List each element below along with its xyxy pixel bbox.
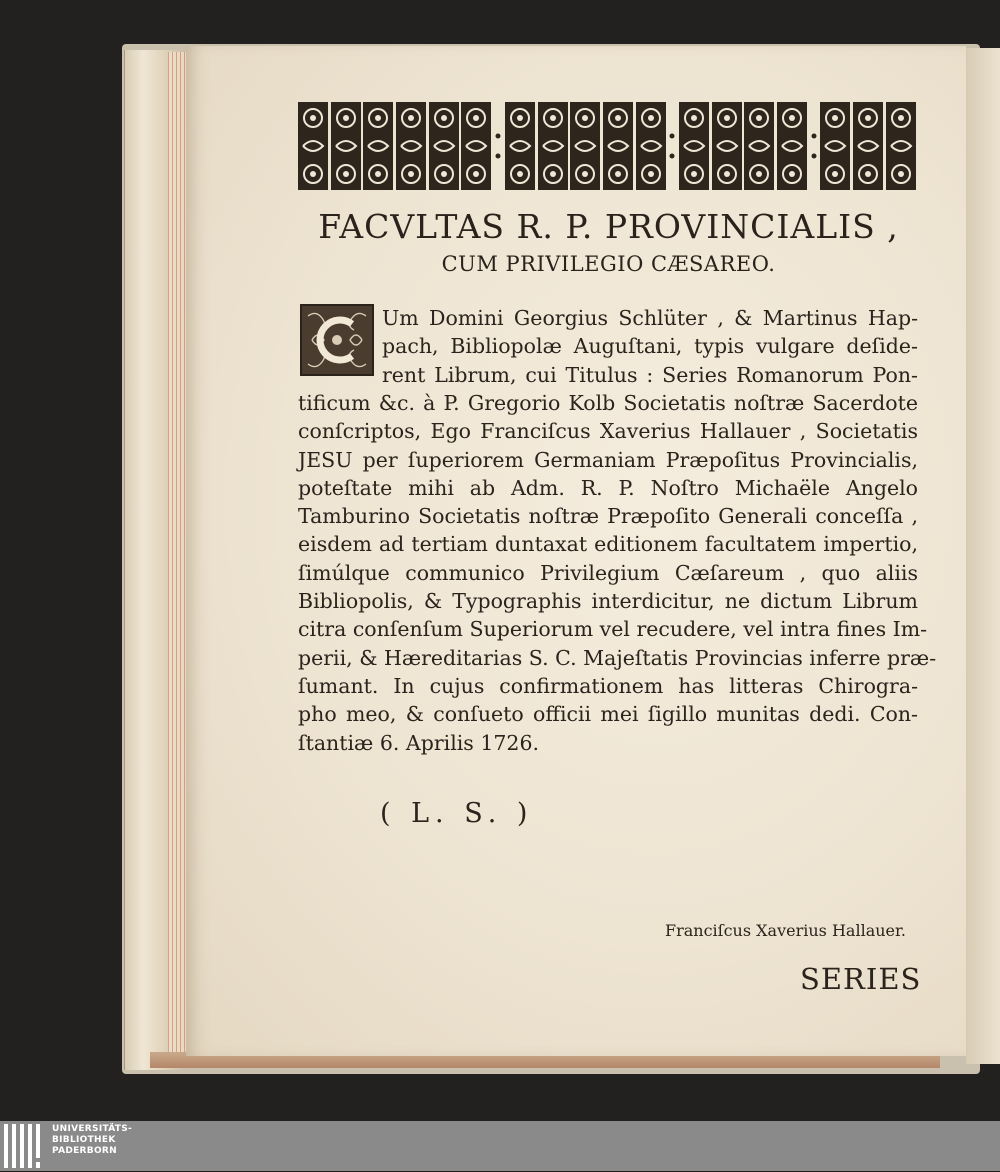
ornament-flower-icon bbox=[363, 102, 393, 190]
floral-ornament-band-icon bbox=[298, 100, 916, 192]
text-line: perii, & Hæreditarias S. C. Majeſtatis Provincias inferre præ- bbox=[298, 645, 937, 670]
text-line: Um Domini Georgius Schlüter , & Martinus Hap- bbox=[382, 306, 918, 330]
text-line: tificum &c. à P. Gregorio Kolb Societatis noſtræ Sacerdote bbox=[298, 390, 918, 415]
ornament-flower-icon bbox=[636, 102, 666, 190]
ornament-flower-icon bbox=[820, 102, 850, 190]
ornament-flower-icon bbox=[744, 102, 774, 190]
ornamental-initial-icon bbox=[300, 304, 374, 376]
logo-line: BIBLIOTHEK bbox=[52, 1135, 116, 1145]
ornament-flower-icon bbox=[538, 102, 568, 190]
text-line: pach, Bibliopolæ Auguſtani, typis vulgare deſide- bbox=[382, 334, 918, 359]
library-logo-text bbox=[52, 1124, 132, 1157]
logo-line: PADERBORN bbox=[52, 1146, 117, 1156]
ornament-separator-icon bbox=[810, 102, 818, 190]
ornament-flower-icon bbox=[461, 102, 491, 190]
seal-mark: ( L. S. ) bbox=[380, 798, 534, 829]
text-line: rent Librum, cui Titulus : Series Romanorum Pon- bbox=[382, 362, 918, 387]
ornament-flower-icon bbox=[679, 102, 709, 190]
ornament-flower-icon bbox=[429, 102, 459, 190]
page-subheading: CUM PRIVILEGIO CÆSAREO. bbox=[441, 252, 776, 276]
ornament-separator-icon bbox=[668, 102, 676, 190]
ornament-flower-icon bbox=[777, 102, 807, 190]
text-line: JESU per ſuperiorem Germaniam Præpoſitus Provincialis, bbox=[298, 447, 918, 472]
ornament-flower-icon bbox=[396, 102, 426, 190]
ornament-flower-icon bbox=[505, 102, 535, 190]
next-page-edge bbox=[966, 48, 1000, 1064]
text-line: pho meo, & conſueto officii mei ſigillo munitas dedi. Con- bbox=[298, 702, 918, 727]
text-line: citra conſenſum Superiorum vel recudere, vel intra fines Im- bbox=[298, 617, 928, 642]
catchword: SERIES bbox=[800, 962, 922, 996]
ornament-flower-icon bbox=[853, 102, 883, 190]
text-line: ſtantiæ 6. Aprilis 1726. bbox=[298, 730, 540, 755]
ornament-separator-icon bbox=[494, 102, 502, 190]
signature-line: Franciſcus Xaverius Hallauer. bbox=[665, 921, 906, 940]
page-heading: FACVLTAS R. P. PROVINCIALIS , bbox=[318, 207, 899, 246]
text-line: poteſtate mihi ab Adm. R. P. Noſtro Michaële Angelo bbox=[298, 475, 918, 500]
text-line: eisdem ad tertiam duntaxat editionem facultatem impertio, bbox=[298, 532, 918, 557]
text-line: Tamburino Societatis noſtræ Præpoſito Generali conceſſa , bbox=[298, 504, 918, 529]
ornament-flower-icon bbox=[331, 102, 361, 190]
text-line: Bibliopolis, & Typographis interdicitur, ne dictum Librum bbox=[298, 589, 918, 613]
footer-bar bbox=[0, 1121, 1000, 1171]
logo-line: UNIVERSITÄTS- bbox=[52, 1124, 133, 1134]
ornament-flower-icon bbox=[712, 102, 742, 190]
ornament-flower-icon bbox=[886, 102, 916, 190]
text-line: ſimúlque communico Privilegium Cæſareum , quo aliis bbox=[298, 560, 918, 585]
ornament-flower-icon bbox=[570, 102, 600, 190]
ornament-flower-icon bbox=[298, 102, 328, 190]
ornament-flower-icon bbox=[603, 102, 633, 190]
text-line: ſumant. In cujus confirmationem has litteras Chirogra- bbox=[298, 673, 918, 698]
text-line: conſcriptos, Ego Franciſcus Xaverius Hallauer , Societatis bbox=[298, 419, 918, 444]
library-logo-icon bbox=[4, 1124, 44, 1168]
